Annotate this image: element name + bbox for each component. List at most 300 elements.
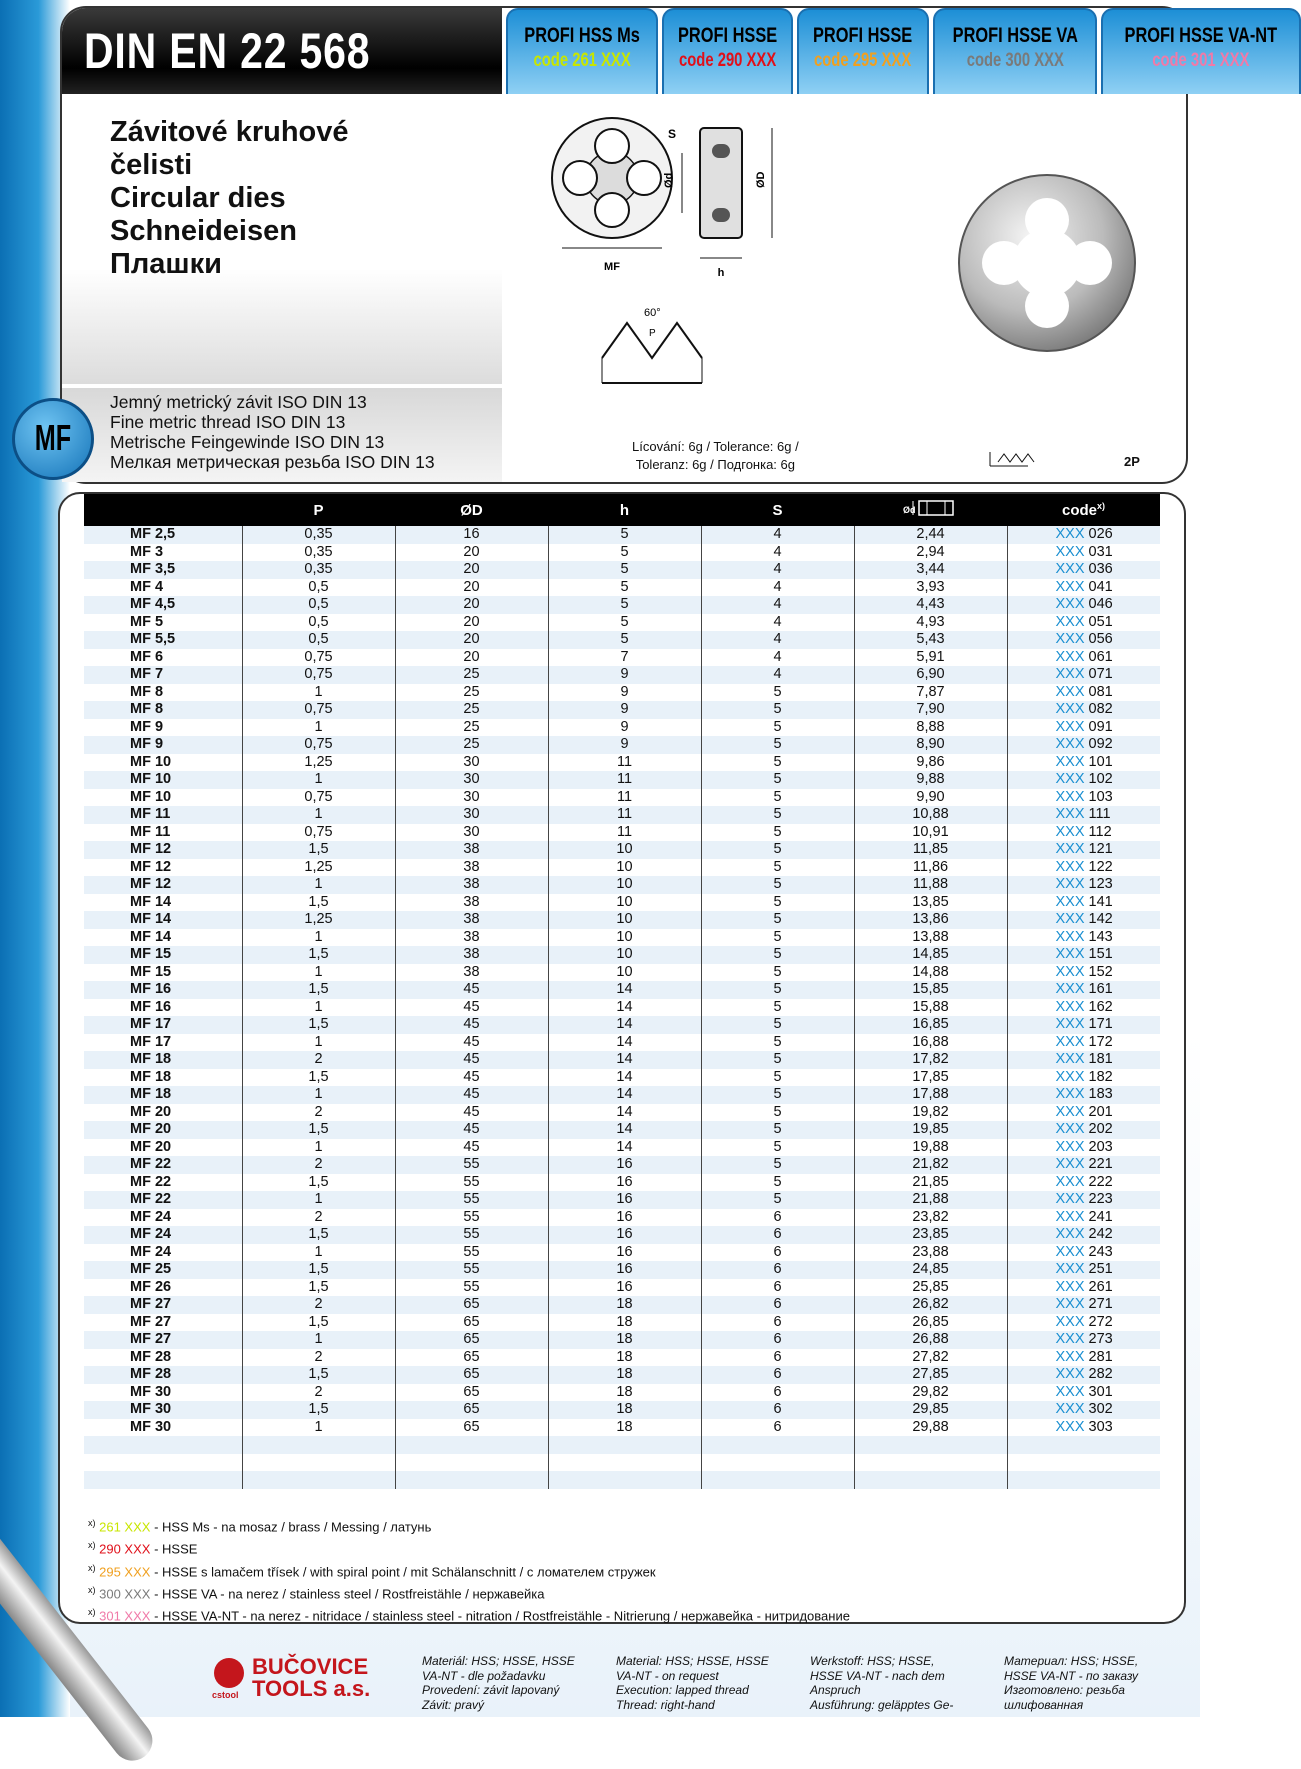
table-cell: 29,88: [854, 1419, 1007, 1437]
table-cell: 9,86: [854, 754, 1007, 772]
code-prefix: XXX: [1055, 1383, 1085, 1400]
footnote-mark: x): [88, 1518, 96, 1528]
table-cell: 5: [701, 911, 854, 929]
code-cell: [1007, 1139, 1160, 1157]
tab-profi-hsse-va[interactable]: [933, 8, 1098, 94]
label-angle: 60°: [644, 307, 661, 319]
chamfer-label: 2P: [1124, 454, 1140, 469]
code-prefix: XXX: [1055, 841, 1085, 857]
table-cell: 9: [548, 719, 701, 737]
table-row: [84, 806, 1160, 824]
table-cell: 1: [242, 806, 395, 824]
table-cell: 1,5: [242, 1121, 395, 1139]
code-prefix: XXX: [1055, 613, 1085, 630]
table-cell: 18: [548, 1384, 701, 1402]
tab-profi-hsse-va-nt[interactable]: [1101, 8, 1301, 94]
mf-badge-text: MF: [34, 417, 72, 458]
table-cell: 55: [395, 1209, 548, 1227]
code-number: 301: [1088, 1383, 1113, 1400]
table-cell: 16: [395, 526, 548, 544]
table-cell: MF 8: [84, 701, 242, 719]
table-cell: 1: [242, 719, 395, 737]
table-cell: MF 18: [84, 1086, 242, 1104]
mf-badge: [12, 398, 94, 480]
table-cell: 1,5: [242, 1279, 395, 1297]
table-row: [84, 1121, 1160, 1139]
table-cell: 3,93: [854, 579, 1007, 597]
empty-cell: [548, 1471, 701, 1489]
material-line: Závit: pravý: [422, 1697, 485, 1712]
material-line: Material: HSS; HSSE, HSSE: [616, 1654, 769, 1668]
table-cell: 30: [395, 754, 548, 772]
table-cell: 18: [548, 1401, 701, 1419]
table-row: [84, 1279, 1160, 1297]
table-cell: 4: [701, 526, 854, 544]
table-cell: 5: [701, 719, 854, 737]
table-cell: MF 3: [84, 544, 242, 562]
table-cell: 15,88: [854, 999, 1007, 1017]
table-cell: 5: [548, 614, 701, 632]
code-cell: [1007, 771, 1160, 789]
table-cell: 5: [701, 1191, 854, 1209]
code-cell: [1007, 579, 1160, 597]
code-prefix: XXX: [1055, 998, 1085, 1015]
table-cell: 16: [548, 1209, 701, 1227]
table-cell: 45: [395, 1016, 548, 1034]
table-cell: 0,75: [242, 789, 395, 807]
table-cell: MF 22: [84, 1156, 242, 1174]
table-cell: 26,88: [854, 1331, 1007, 1349]
tab-code: code 261 XXX: [533, 50, 631, 71]
table-cell: 16,85: [854, 1016, 1007, 1034]
table-cell: 4: [701, 614, 854, 632]
empty-cell: [854, 1471, 1007, 1489]
table-cell: 1,5: [242, 841, 395, 859]
table-cell: MF 27: [84, 1296, 242, 1314]
table-cell: MF 25: [84, 1261, 242, 1279]
code-number: 056: [1088, 631, 1113, 647]
code-prefix: XXX: [1055, 648, 1085, 665]
code-number: 091: [1088, 718, 1113, 735]
table-cell: 9: [548, 701, 701, 719]
table-cell: 5: [548, 579, 701, 597]
die-technical-drawing: [532, 108, 832, 408]
table-cell: MF 10: [84, 789, 242, 807]
table-cell: 25: [395, 684, 548, 702]
empty-cell: [395, 1454, 548, 1472]
table-cell: 2: [242, 1051, 395, 1069]
code-cell: [1007, 1121, 1160, 1139]
code-number: 251: [1088, 1261, 1113, 1277]
table-cell: 21,82: [854, 1156, 1007, 1174]
table-cell: 16: [548, 1261, 701, 1279]
table-cell: 21,88: [854, 1191, 1007, 1209]
code-cell: [1007, 561, 1160, 579]
code-prefix: XXX: [1055, 1261, 1085, 1277]
table-cell: 20: [395, 614, 548, 632]
table-cell: 30: [395, 806, 548, 824]
table-cell: 0,75: [242, 649, 395, 667]
code-number: 202: [1088, 1121, 1113, 1137]
table-cell: MF 10: [84, 771, 242, 789]
empty-cell: [242, 1454, 395, 1472]
table-cell: 17,88: [854, 1086, 1007, 1104]
table-cell: MF 28: [84, 1366, 242, 1384]
code-cell: [1007, 841, 1160, 859]
table-cell: 38: [395, 911, 548, 929]
table-cell: 4: [701, 544, 854, 562]
code-prefix: XXX: [1055, 806, 1085, 822]
code-number: 082: [1088, 701, 1113, 717]
table-cell: 5: [701, 1139, 854, 1157]
table-cell: 11: [548, 754, 701, 772]
code-prefix: XXX: [1055, 1051, 1085, 1067]
table-row: [84, 929, 1160, 947]
code-cell: [1007, 1384, 1160, 1402]
table-cell: 14: [548, 999, 701, 1017]
footnote-text: - HSSE VA-NT - na nerez - nitridace / stainless steel - nitration / Rostfreistähle - Nitrierung / нержавейка - нитридование: [150, 1608, 850, 1624]
code-cell: [1007, 719, 1160, 737]
table-cell: 55: [395, 1226, 548, 1244]
empty-cell: [242, 1436, 395, 1454]
code-number: 242: [1088, 1226, 1113, 1242]
table-cell: 6: [701, 1226, 854, 1244]
table-row: [84, 1314, 1160, 1332]
table-row: [84, 1419, 1160, 1437]
table-cell: 30: [395, 789, 548, 807]
table-cell: 5: [701, 841, 854, 859]
code-cell: [1007, 1296, 1160, 1314]
table-cell: 1,25: [242, 911, 395, 929]
code-number: 051: [1088, 613, 1113, 630]
table-cell: 1: [242, 876, 395, 894]
table-cell: 1,5: [242, 1401, 395, 1419]
table-cell: MF 18: [84, 1051, 242, 1069]
table-cell: 6: [701, 1366, 854, 1384]
code-number: 036: [1088, 561, 1113, 577]
table-row: [84, 1331, 1160, 1349]
code-number: 031: [1088, 543, 1113, 560]
company-logo-icon: [214, 1658, 244, 1688]
size-table-panel: [58, 492, 1186, 1624]
code-number: 046: [1088, 596, 1113, 612]
code-prefix: XXX: [1055, 1191, 1085, 1207]
code-prefix: XXX: [1055, 1086, 1085, 1102]
thread-line-cz: Jemný metrický závit ISO DIN 13: [110, 392, 367, 412]
name-en: Circular dies: [110, 182, 286, 214]
table-cell: 13,86: [854, 911, 1007, 929]
table-cell: 6: [701, 1349, 854, 1367]
table-row: [84, 876, 1160, 894]
label-mf: MF: [604, 261, 620, 273]
table-cell: 25: [395, 701, 548, 719]
table-cell: 5: [701, 1069, 854, 1087]
table-cell: 5: [701, 1121, 854, 1139]
code-number: 221: [1088, 1156, 1113, 1172]
table-cell: MF 30: [84, 1401, 242, 1419]
table-cell: 1: [242, 771, 395, 789]
code-prefix: XXX: [1055, 1296, 1085, 1312]
table-cell: 5,91: [854, 649, 1007, 667]
table-cell: 18: [548, 1349, 701, 1367]
table-cell: 1,5: [242, 1016, 395, 1034]
table-cell: 55: [395, 1174, 548, 1192]
code-prefix: XXX: [1055, 876, 1085, 892]
code-cell: [1007, 964, 1160, 982]
table-cell: MF 14: [84, 929, 242, 947]
material-line: HSSE VA-NT - nach dem: [810, 1668, 945, 1683]
table-cell: MF 30: [84, 1419, 242, 1437]
table-cell: 16,88: [854, 1034, 1007, 1052]
materials-cz: [422, 1654, 575, 1712]
code-prefix: XXX: [1055, 963, 1085, 980]
table-row: [84, 561, 1160, 579]
table-cell: 5: [701, 1104, 854, 1122]
code-number: 112: [1088, 823, 1112, 840]
code-number: 026: [1088, 526, 1113, 542]
tolerance-line-2: Toleranz: 6g / Подгонка: 6g: [635, 457, 795, 472]
table-cell: 16: [548, 1156, 701, 1174]
code-cell: [1007, 1279, 1160, 1297]
code-prefix: XXX: [1055, 823, 1085, 840]
empty-row: [84, 1454, 1160, 1472]
table-cell: 21,85: [854, 1174, 1007, 1192]
table-cell: 14: [548, 1104, 701, 1122]
header-panel: [60, 6, 1278, 484]
bore-diameter-icon: [899, 497, 963, 519]
table-cell: MF 9: [84, 719, 242, 737]
table-cell: MF 14: [84, 911, 242, 929]
empty-cell: [395, 1436, 548, 1454]
table-cell: MF 16: [84, 999, 242, 1017]
table-cell: MF 24: [84, 1209, 242, 1227]
table-cell: 45: [395, 981, 548, 999]
table-row: [84, 911, 1160, 929]
table-cell: 20: [395, 631, 548, 649]
table-cell: 5: [701, 999, 854, 1017]
table-cell: 6: [701, 1331, 854, 1349]
table-cell: 11: [548, 771, 701, 789]
thread-line-ru: Мелкая метрическая резьба ISO DIN 13: [110, 452, 435, 472]
code-cell: [1007, 859, 1160, 877]
empty-cell: [854, 1454, 1007, 1472]
table-row: [84, 1034, 1160, 1052]
name-de: Schneideisen: [110, 215, 297, 247]
col-header-p: P: [242, 494, 395, 526]
code-cell: [1007, 806, 1160, 824]
code-cell: [1007, 649, 1160, 667]
code-prefix: XXX: [1055, 1418, 1085, 1435]
material-line: HSSE VA-NT - по заказу: [1004, 1668, 1138, 1683]
table-cell: 14,88: [854, 964, 1007, 982]
table-cell: 5: [701, 754, 854, 772]
table-cell: 9,90: [854, 789, 1007, 807]
table-cell: MF 5,5: [84, 631, 242, 649]
code-number: 102: [1088, 771, 1113, 787]
svg-text:Ød: Ød: [902, 505, 915, 515]
table-cell: 55: [395, 1279, 548, 1297]
empty-cell: [84, 1436, 242, 1454]
code-number: 162: [1088, 998, 1113, 1015]
code-prefix: XXX: [1055, 1068, 1085, 1085]
code-header-label: code: [1061, 502, 1097, 519]
code-cell: [1007, 1314, 1160, 1332]
material-line: VA-NT - on request: [616, 1668, 719, 1683]
thread-description: [110, 392, 435, 472]
name-cz-1: Závitové kruhové: [110, 116, 349, 148]
table-cell: 10,91: [854, 824, 1007, 842]
footnote: [88, 1603, 850, 1625]
table-row: [84, 1104, 1160, 1122]
table-cell: 65: [395, 1296, 548, 1314]
table-row: [84, 1139, 1160, 1157]
table-cell: MF 20: [84, 1104, 242, 1122]
table-row: [84, 946, 1160, 964]
tab-profi-hsse-295[interactable]: [797, 8, 928, 94]
company-name-line-1: BUČOVICE: [252, 1654, 369, 1679]
empty-row: [84, 1471, 1160, 1489]
table-cell: 38: [395, 929, 548, 947]
table-cell: MF 15: [84, 964, 242, 982]
table-cell: 5: [701, 929, 854, 947]
table-cell: 30: [395, 771, 548, 789]
table-cell: 38: [395, 841, 548, 859]
table-cell: MF 16: [84, 981, 242, 999]
code-number: 101: [1088, 753, 1113, 770]
table-cell: 11,86: [854, 859, 1007, 877]
table-cell: MF 18: [84, 1069, 242, 1087]
table-cell: 45: [395, 1139, 548, 1157]
table-cell: 4: [701, 631, 854, 649]
code-prefix: XXX: [1055, 631, 1085, 647]
table-cell: 11: [548, 824, 701, 842]
thread-line-en: Fine metric thread ISO DIN 13: [110, 412, 346, 432]
size-table: [84, 494, 1160, 1489]
table-cell: 5: [701, 1051, 854, 1069]
code-cell: [1007, 1331, 1160, 1349]
table-cell: 16: [548, 1174, 701, 1192]
table-row: [84, 701, 1160, 719]
table-cell: 1,5: [242, 1069, 395, 1087]
tab-name: PROFI HSSE VA: [952, 24, 1078, 47]
code-cell: [1007, 1366, 1160, 1384]
table-cell: 6: [701, 1401, 854, 1419]
table-cell: MF 14: [84, 894, 242, 912]
table-cell: 65: [395, 1314, 548, 1332]
table-cell: 10: [548, 946, 701, 964]
table-cell: 14: [548, 1121, 701, 1139]
table-cell: 14: [548, 1139, 701, 1157]
code-number: 092: [1088, 736, 1113, 752]
code-prefix: XXX: [1055, 1156, 1085, 1172]
empty-cell: [84, 1471, 242, 1489]
code-cell: [1007, 631, 1160, 649]
code-number: 181: [1088, 1051, 1113, 1067]
code-cell: [1007, 894, 1160, 912]
table-cell: 5: [548, 631, 701, 649]
table-row: [84, 736, 1160, 754]
table-cell: 27,85: [854, 1366, 1007, 1384]
code-cell: [1007, 1156, 1160, 1174]
tab-name: PROFI HSSE: [813, 24, 913, 47]
table-row: [84, 1401, 1160, 1419]
table-cell: 9,88: [854, 771, 1007, 789]
tab-profi-hss-ms[interactable]: [506, 8, 658, 94]
empty-cell: [701, 1454, 854, 1472]
code-number: 141: [1088, 893, 1113, 910]
code-cell: [1007, 1174, 1160, 1192]
table-cell: MF 7: [84, 666, 242, 684]
table-row: [84, 1384, 1160, 1402]
code-number: 282: [1088, 1366, 1113, 1382]
code-prefix: XXX: [1055, 1313, 1085, 1330]
table-cell: 2: [242, 1349, 395, 1367]
code-number: 071: [1088, 666, 1113, 682]
table-cell: 1,5: [242, 1226, 395, 1244]
table-cell: 26,85: [854, 1314, 1007, 1332]
code-cell: [1007, 1016, 1160, 1034]
code-prefix: XXX: [1055, 1401, 1085, 1417]
table-cell: 0,5: [242, 631, 395, 649]
footnote-text: - HSSE VA - na nerez / stainless steel / Rostfreistähle / нержавейка: [150, 1586, 545, 1602]
tab-code: code 300 XXX: [966, 50, 1064, 71]
tab-profi-hsse-290[interactable]: [662, 8, 793, 94]
table-cell: 2: [242, 1296, 395, 1314]
table-row: [84, 1349, 1160, 1367]
table-cell: 9: [548, 666, 701, 684]
code-number: 222: [1088, 1173, 1113, 1190]
table-cell: 17,85: [854, 1069, 1007, 1087]
code-prefix: XXX: [1055, 893, 1085, 910]
table-cell: 24,85: [854, 1261, 1007, 1279]
table-row: [84, 859, 1160, 877]
table-cell: 13,85: [854, 894, 1007, 912]
material-line: шлифованная: [1004, 1697, 1084, 1712]
table-cell: 0,5: [242, 596, 395, 614]
code-number: 161: [1088, 981, 1113, 997]
table-cell: MF 17: [84, 1034, 242, 1052]
table-cell: MF 12: [84, 841, 242, 859]
table-cell: 25: [395, 736, 548, 754]
table-cell: 25,85: [854, 1279, 1007, 1297]
table-cell: MF 17: [84, 1016, 242, 1034]
table-cell: 8,90: [854, 736, 1007, 754]
table-cell: 6: [701, 1279, 854, 1297]
size-table-body: [84, 526, 1160, 1489]
table-cell: MF 11: [84, 806, 242, 824]
materials-ru: [1004, 1654, 1138, 1712]
table-cell: MF 10: [84, 754, 242, 772]
code-number: 061: [1088, 648, 1113, 665]
code-cell: [1007, 1191, 1160, 1209]
company-name: [252, 1656, 370, 1700]
table-row: [84, 1156, 1160, 1174]
empty-cell: [395, 1471, 548, 1489]
table-row: [84, 544, 1160, 562]
table-cell: 16: [548, 1226, 701, 1244]
code-number: 272: [1088, 1313, 1113, 1330]
table-cell: 0,75: [242, 824, 395, 842]
table-cell: 6,90: [854, 666, 1007, 684]
table-cell: 10: [548, 911, 701, 929]
col-header-h: h: [548, 494, 701, 526]
table-cell: MF 3,5: [84, 561, 242, 579]
table-cell: 5: [548, 526, 701, 544]
table-row: [84, 1244, 1160, 1262]
table-row: [84, 1174, 1160, 1192]
table-cell: 2: [242, 1156, 395, 1174]
table-cell: 29,82: [854, 1384, 1007, 1402]
